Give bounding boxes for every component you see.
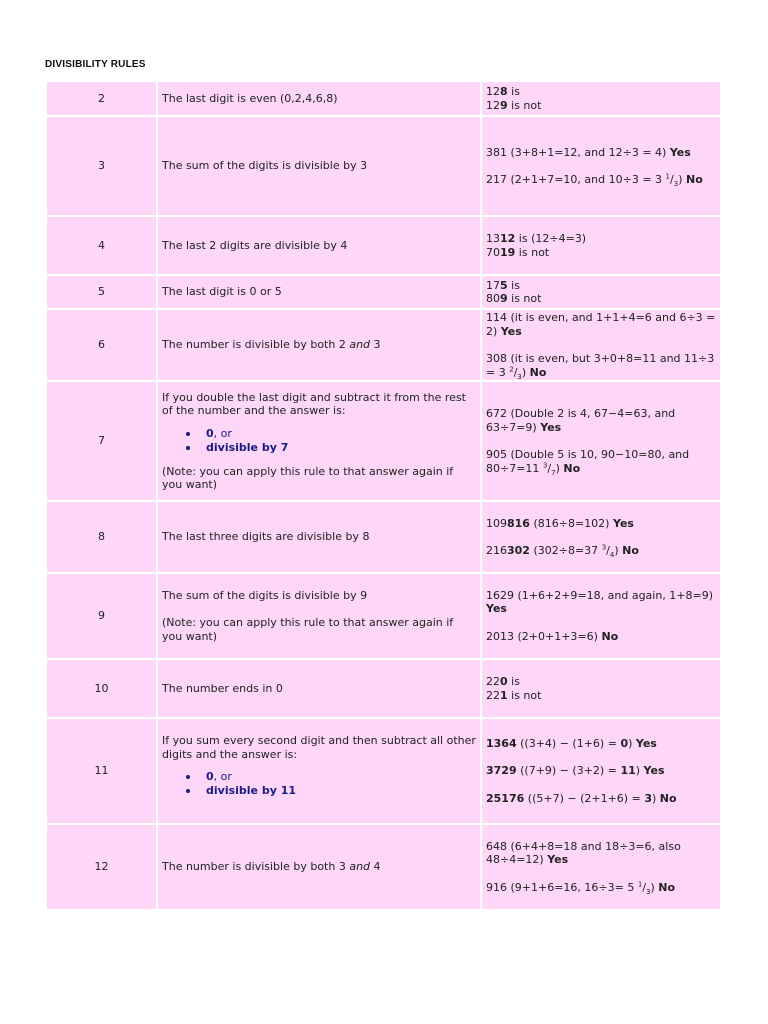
divisor-number: 6: [47, 310, 156, 380]
divisibility-table: [45, 80, 722, 911]
divisor-number: 10: [47, 660, 156, 717]
table-row: [47, 117, 720, 215]
example-line: 25176 ((5+7) − (2+1+6) = 3) No: [486, 791, 677, 805]
table-row: [47, 660, 720, 717]
divisor-number: 12: [47, 825, 156, 909]
examples: [482, 660, 720, 717]
example-line: 672 (Double 2 is 4, 67−4=63, and 63÷7=9) Yes: [486, 407, 676, 434]
page-title: DIVISIBILITY RULES: [45, 59, 146, 70]
example-line: 381 (3+8+1=12, and 12÷3 = 4) Yes: [486, 145, 691, 159]
examples: [482, 574, 720, 658]
example-line: 220 is: [486, 675, 520, 688]
divisor-number: 8: [47, 502, 156, 572]
table-row: [47, 719, 720, 823]
example-line: 308 (it is even, but 3+0+8=11 and 11÷3 = 3 $^2/_3$) No: [486, 352, 715, 381]
example-line: 217 (2+1+7=10, and 10÷3 = 3 $^1/_3$) No: [486, 172, 703, 189]
list-item: 0, or: [206, 770, 476, 784]
example-line: 905 (Double 5 is 10, 90−10=80, and 80÷7=11 $^3/_7$) No: [486, 448, 690, 477]
examples: [482, 117, 720, 215]
table-row: [47, 276, 720, 308]
example-line: 1629 (1+6+2+9=18, and again, 1+8=9) Yes: [486, 588, 714, 616]
examples: [482, 382, 720, 500]
example-line: 7019 is not: [486, 245, 550, 259]
example-line: 1312 is (12÷4=3): [486, 232, 587, 245]
rule-text: The last 2 digits are divisible by 4: [158, 217, 480, 274]
condition-list: [162, 427, 476, 455]
divisor-number: 5: [47, 276, 156, 308]
rule-text: The last digit is 0 or 5: [158, 276, 480, 308]
divisor-number: 11: [47, 719, 156, 823]
examples: [482, 82, 720, 115]
example-line: 216302 (302÷8=37 $^3/_4$) No: [486, 543, 639, 560]
note-text: (Note: you can apply this rule to that answer again if you want): [162, 616, 454, 643]
table-row: [47, 82, 720, 115]
divisor-number: 9: [47, 574, 156, 658]
rule-text: The sum of the digits is divisible by 9 (Note: you can apply this rule to that answer again if you want): [158, 574, 480, 658]
examples: [482, 502, 720, 572]
example-line: 175 is: [486, 278, 520, 292]
examples: [482, 825, 720, 909]
list-item: divisible by 11: [206, 784, 476, 798]
list-item: 0, or: [206, 427, 476, 441]
table-row: [47, 574, 720, 658]
table-row: [47, 382, 720, 500]
example-line: 648 (6+4+8=18 and 18÷3=6, also 48÷4=12) Yes: [486, 839, 681, 867]
divisor-number: 3: [47, 117, 156, 215]
examples: [482, 217, 720, 274]
example-line: 128 is: [486, 85, 520, 98]
rule-text: The sum of the digits is divisible by 3: [158, 117, 480, 215]
examples: [482, 719, 720, 823]
divisor-number: 2: [47, 82, 156, 115]
examples: [482, 276, 720, 308]
example-line: 221 is not: [486, 688, 542, 702]
example-line: 129 is not: [486, 98, 542, 112]
table-row: [47, 825, 720, 909]
rule-text: If you double the last digit and subtract it from the rest of the number and the answer is: 0, or divisible by 7 (Note: you can apply this rule to that answer again if you want): [158, 382, 480, 500]
example-line: 809 is not: [486, 292, 542, 305]
example-line: 109816 (816÷8=102) Yes: [486, 516, 634, 530]
table-row: [47, 502, 720, 572]
divisor-number: 4: [47, 217, 156, 274]
table-row: [47, 310, 720, 380]
rule-text: The number is divisible by both 2 and 3: [158, 310, 480, 380]
rule-text: The number is divisible by both 3 and 4: [158, 825, 480, 909]
rule-text: The last digit is even (0,2,4,6,8): [158, 82, 480, 115]
list-item: divisible by 7: [206, 441, 476, 455]
example-line: 2013 (2+0+1+3=6) No: [486, 629, 619, 643]
rule-text: The number ends in 0: [158, 660, 480, 717]
examples: [482, 310, 720, 380]
example-line: 916 (9+1+6=16, 16÷3= 5 $^1/_3$) No: [486, 880, 676, 896]
rule-text: If you sum every second digit and then subtract all other digits and the answer is: 0, or divisible by 11: [158, 719, 480, 823]
note-text: (Note: you can apply this rule to that answer again if you want): [162, 464, 454, 491]
example-line: 1364 ((3+4) − (1+6) = 0) Yes: [486, 736, 657, 750]
condition-list: [162, 770, 476, 798]
rule-text: The last three digits are divisible by 8: [158, 502, 480, 572]
divisor-number: 7: [47, 382, 156, 500]
example-line: 114 (it is even, and 1+1+4=6 and 6÷3 = 2) Yes: [486, 311, 716, 338]
example-line: 3729 ((7+9) − (3+2) = 11) Yes: [486, 764, 665, 778]
table-row: [47, 217, 720, 274]
